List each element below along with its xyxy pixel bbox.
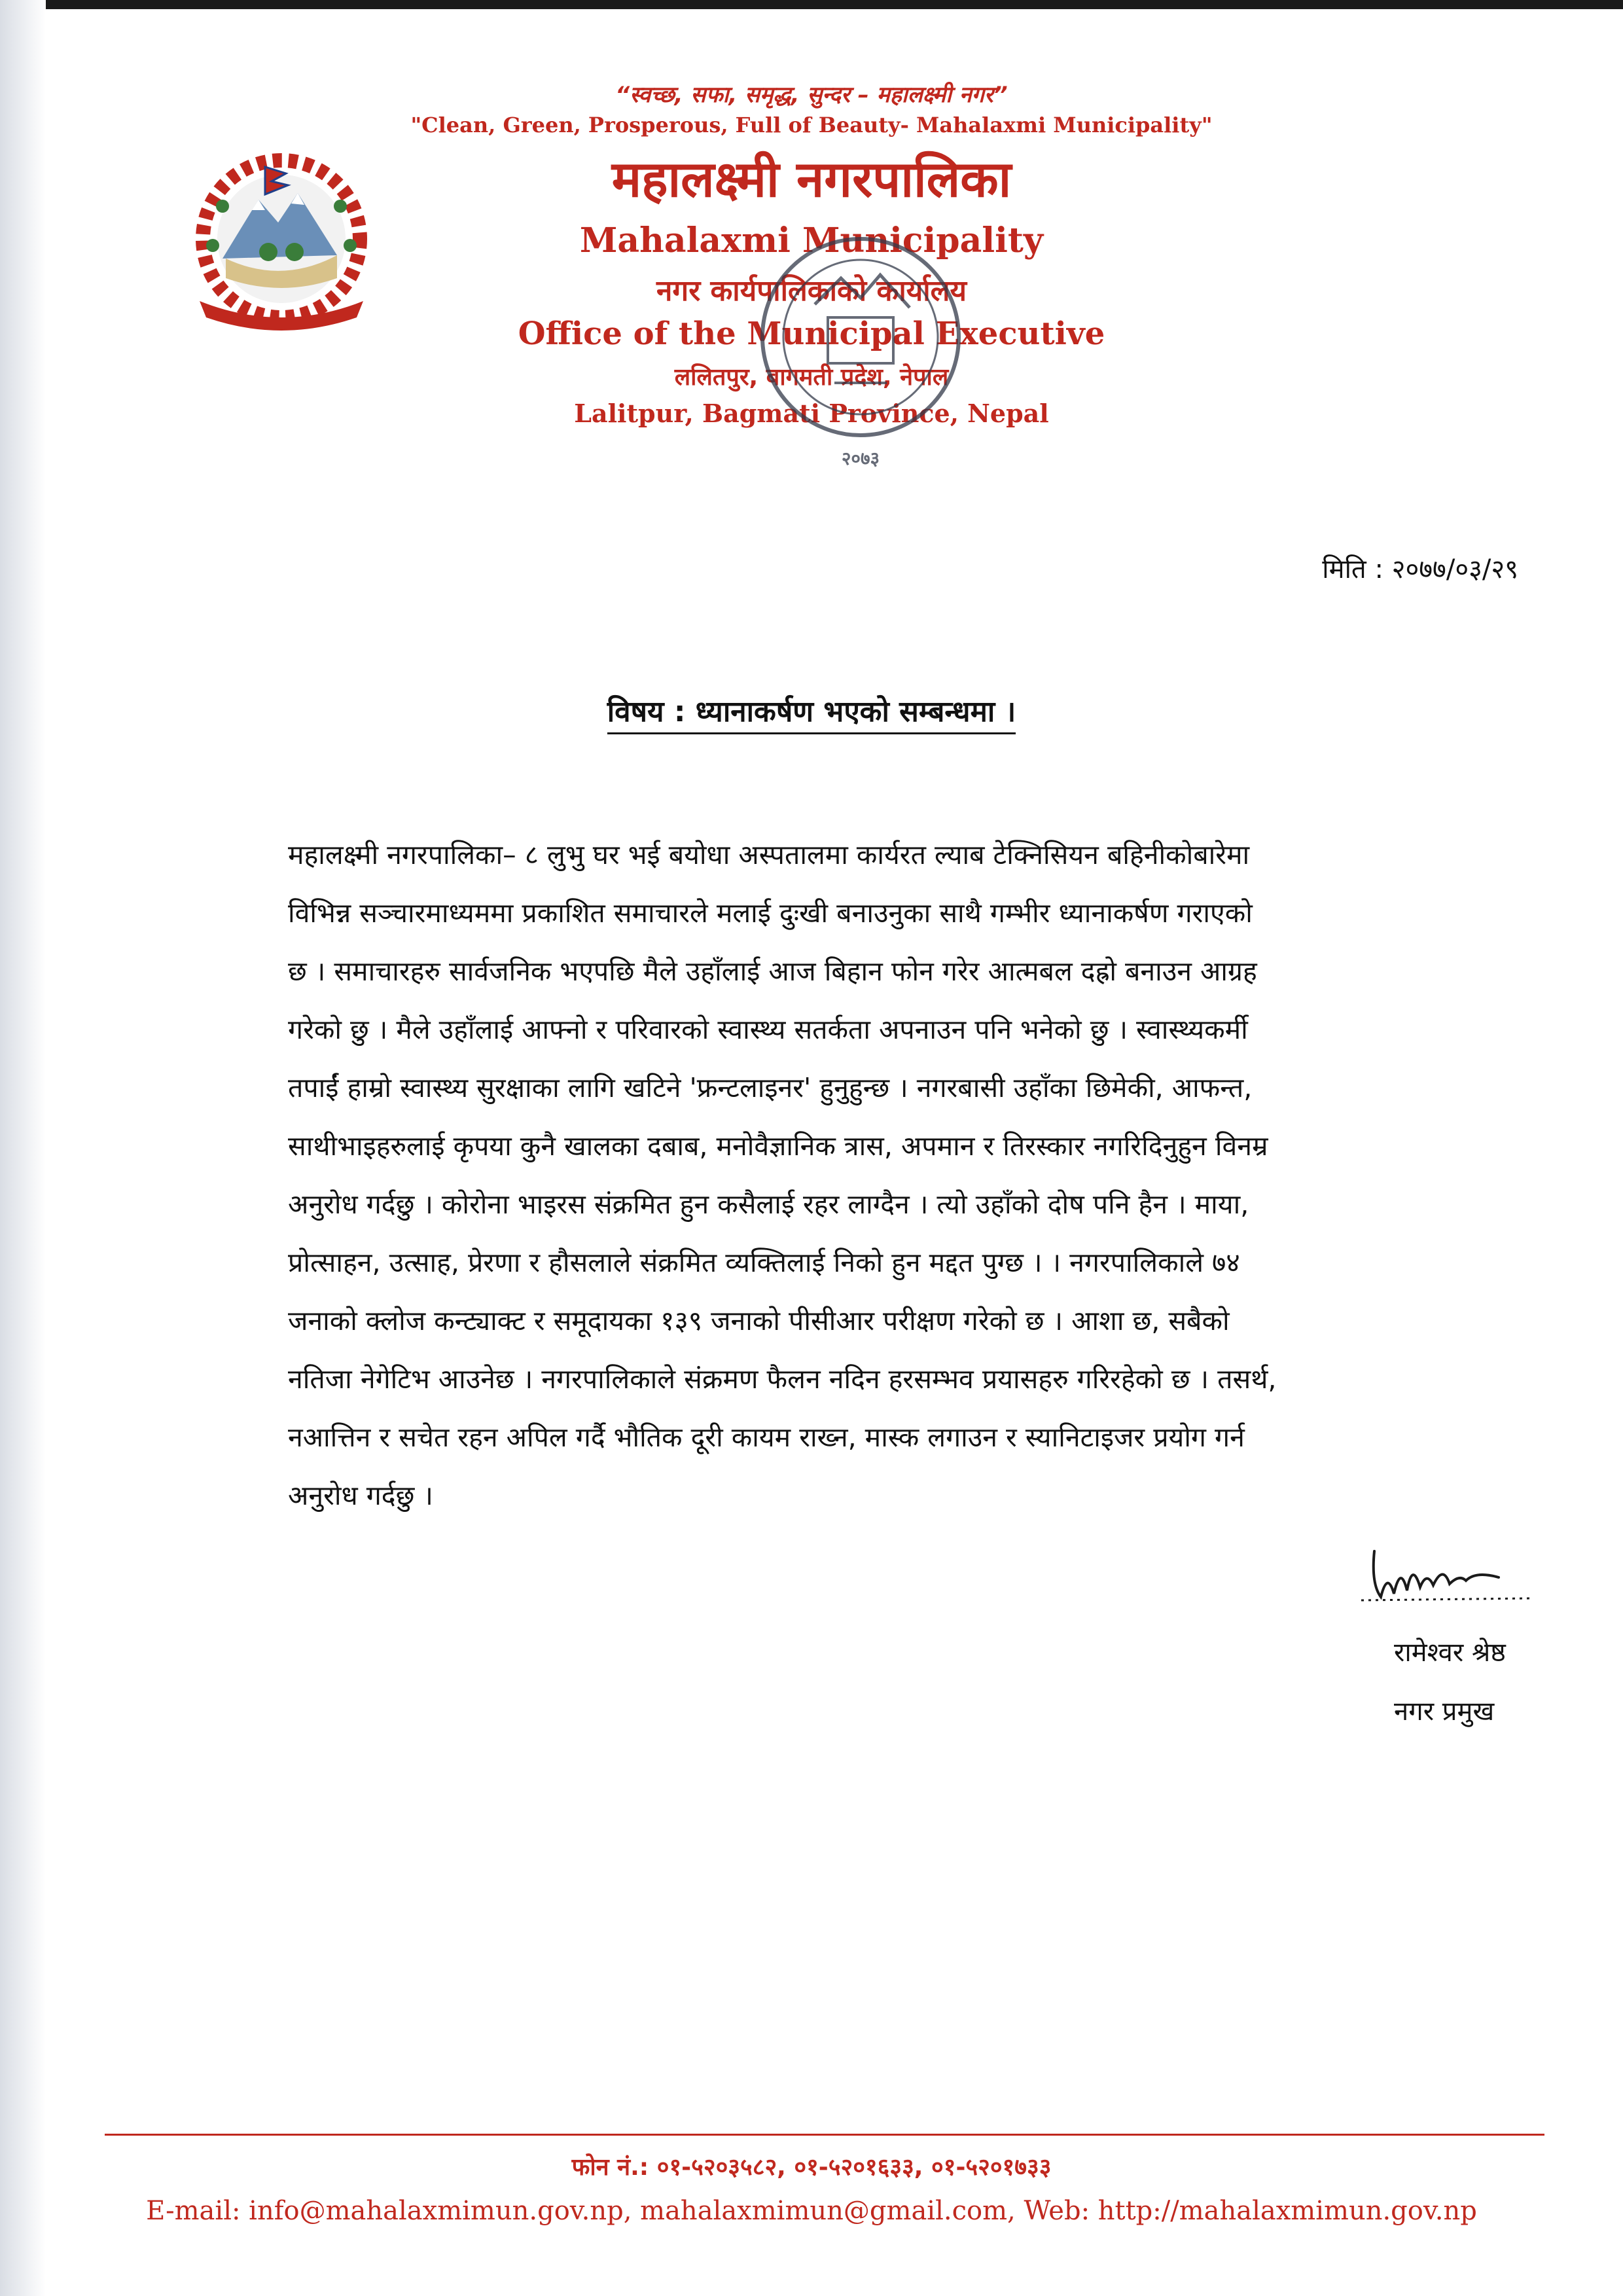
body-line: साथीभाइहरुलाई कृपया कुनै खालका दबाब, मनोवैज्ञानिक त्रास, अपमान र तिरस्कार नगरिदिनुहुन विनम्र xyxy=(288,1130,1268,1162)
motto-nepali: “स्वच्छ, सफा, समृद्ध, सुन्दर – महालक्ष्मी नगर” xyxy=(615,82,1008,108)
signer-block xyxy=(1394,1623,1506,1741)
signer-name: रामेश्वर श्रेष्ठ xyxy=(1394,1638,1506,1668)
letter-body xyxy=(288,826,1531,1525)
body-line: विभिन्न सञ्चारमाध्यममा प्रकाशित समाचारले मलाई दुःखी बनाउनुका साथै गम्भीर ध्यानाकर्षण गराएको xyxy=(288,897,1253,929)
body-line: नआत्तिन र सचेत रहन अपिल गर्दै भौतिक दूरी कायम राख्न, मास्क लगाउन र स्यानिटाइजर प्रयोग गर्न xyxy=(288,1422,1245,1453)
municipality-name-nepali: महालक्ष्मी नगरपालिका xyxy=(611,150,1012,208)
body-line: गरेको छु । मैले उहाँलाई आफ्नो र परिवारको स्वास्थ्य सतर्कता अपनाउन पनि भनेको छु । स्वास्थ्यकर्मी xyxy=(288,1014,1248,1045)
body-line: अनुरोध गर्दछु । कोरोना भाइरस संक्रमित हुन कसैलाई रहर लाग्दैन । त्यो उहाँको दोष पनि हैन । माया, xyxy=(288,1189,1249,1220)
body-line: तपाईं हाम्रो स्वास्थ्य सुरक्षाका लागि खटिने 'फ्रन्टलाइनर' हुनुहुन्छ । नगरबासी उहाँका छिमेकी, आफन्त, xyxy=(288,1072,1253,1103)
subject-text: विषय : ध्यानाकर्षण भएको सम्बन्धमा । xyxy=(607,695,1016,734)
handwritten-signature-icon xyxy=(1335,1525,1544,1617)
motto-english: "Clean, Green, Prosperous, Full of Beauty- Mahalaxmi Municipality" xyxy=(410,113,1213,137)
body-line: अनुरोध गर्दछु । xyxy=(288,1480,433,1511)
body-line: नतिजा नेगेटिभ आउनेछ । नगरपालिकाले संक्रमण फैलन नदिन हरसम्भव प्रयासहरु गरिरहेको छ । तसर्थ, xyxy=(288,1363,1277,1395)
letter-date: मिति : २०७७/०३/२९ xyxy=(1322,554,1518,584)
body-line: छ । समाचारहरु सार्वजनिक भएपछि मैले उहाँलाई आज बिहान फोन गरेर आत्मबल दह्रो बनाउन आग्रह xyxy=(288,956,1257,987)
top-edge-line xyxy=(0,0,1623,9)
body-line: महालक्ष्मी नगरपालिका– ८ लुभु घर भई बयोधा अस्पतालमा कार्यरत ल्याब टेक्निसियन बहिनीकोबारेमा xyxy=(288,839,1250,870)
address-nepali: ललितपुर, बागमती प्रदेश, नेपाल xyxy=(674,364,949,391)
stamp-year: २०७३ xyxy=(841,448,880,469)
body-line: जनाको क्लोज कन्ट्याक्ट र समूदायका १३९ जनाको पीसीआर परीक्षण गरेको छ । आशा छ, सबैको xyxy=(288,1305,1230,1336)
footer-contact: E-mail: info@mahalaxmimun.gov.np, mahalaxmimun@gmail.com, Web: http://mahalaxmimun.gov.np xyxy=(146,2196,1477,2226)
footer-phone: फोन नं.: ०१-५२०३५८२, ०१-५२०१६३३, ०१-५२०१७३३ xyxy=(571,2154,1052,2181)
nepal-emblem-icon xyxy=(173,147,389,344)
address-english: Lalitpur, Bagmati Province, Nepal xyxy=(574,399,1049,428)
signer-title: नगर प्रमुख xyxy=(1394,1696,1495,1727)
body-line: प्रोत्साहन, उत्साह, प्रेरणा र हौसलाले संक्रमित व्यक्तिलाई निको हुन मद्दत पुग्छ । । नगरपालिकाले ७४ xyxy=(288,1247,1240,1278)
office-name-nepali: नगर कार्यपालिकाको कार्यालय xyxy=(656,274,967,308)
office-name-english: Office of the Municipal Executive xyxy=(518,315,1105,352)
municipality-name-english: Mahalaxmi Municipality xyxy=(579,221,1044,260)
official-stamp-icon xyxy=(730,219,991,494)
subject-line xyxy=(0,691,1623,730)
footer-divider xyxy=(105,2134,1544,2136)
